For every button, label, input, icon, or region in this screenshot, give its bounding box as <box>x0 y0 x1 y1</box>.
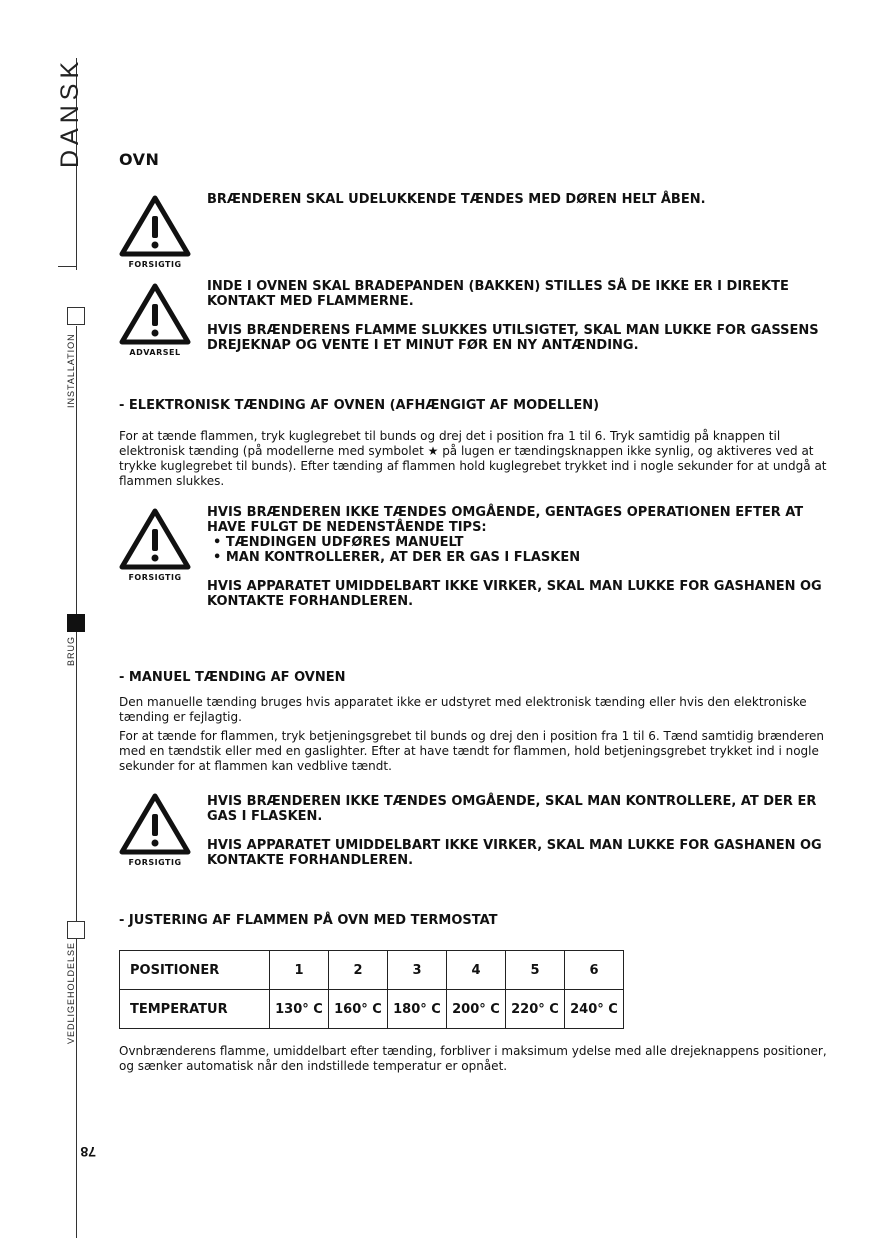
position-cell: 5 <box>506 951 565 990</box>
warning-text <box>207 192 827 207</box>
warning-label: FORSIGTIG <box>128 260 182 269</box>
section-marker-vedligeholdelse <box>67 921 85 939</box>
row-header-temperature: TEMPERATUR <box>120 990 270 1029</box>
position-cell: 1 <box>270 951 329 990</box>
position-cell: 3 <box>388 951 447 990</box>
warning-bullet: • TÆNDINGEN UDFØRES MANUELT <box>213 535 464 550</box>
warning-sign <box>119 507 191 582</box>
warning-label: FORSIGTIG <box>128 858 182 867</box>
warning-paragraph: HVIS APPARATET UMIDDELBART IKKE VIRKER, SKAL MAN LUKKE FOR GASHANEN OG KONTAKTE FORHANDLEREN. <box>207 838 822 868</box>
temperature-cell: 160° C <box>329 990 388 1029</box>
body-paragraph: For at tænde flammen, tryk kuglegrebet til bunds og drej det i position fra 1 til 6. Tryk samtidig på knappen til elektronisk tænding (på modellerne med symbolet ★ på lugen er tændingsknappen ikke synlig, og aktiveres ved at trykke kuglegrebet til bunds). Efter tænding af flammen hold kuglegrebet trykket ind i nogle sekunder for at undgå at flammen slukkes. <box>119 429 827 488</box>
section-tab-brug: BRUG <box>66 635 76 666</box>
warning-sign <box>119 282 191 357</box>
row-header-positions: POSITIONER <box>120 951 270 990</box>
warning-triangle-icon <box>119 792 191 856</box>
body-paragraph: For at tænde for flammen, tryk betjeningsgrebet til bunds og drej den i position fra 1 til 6. Tænd samtidig brænderen med en tændstik eller med en gaslighter. Efter at have tændt for flammen, hold betjeningsgrebet trykket ind i nogle sekunder for at flammen kan vedblive tændt. <box>119 729 824 773</box>
warning-text <box>207 279 827 353</box>
warning-paragraph: HVIS BRÆNDEREN IKKE TÆNDES OMGÅENDE, GENTAGES OPERATIONEN EFTER AT HAVE FULGT DE NEDENSTÅENDE TIPS: <box>207 505 804 535</box>
section-heading-thermostat: - JUSTERING AF FLAMMEN PÅ OVN MED TERMOSTAT <box>119 913 498 928</box>
temperature-table <box>119 950 624 1029</box>
warning-paragraph: HVIS APPARATET UMIDDELBART IKKE VIRKER, SKAL MAN LUKKE FOR GASHANEN OG KONTAKTE FORHANDLEREN. <box>207 579 822 609</box>
warning-text <box>207 505 827 609</box>
warning-paragraph: INDE I OVNEN SKAL BRADEPANDEN (BAKKEN) STILLES SÅ DE IKKE ER I DIREKTE KONTAKT MED FLAMMERNE. <box>207 279 789 309</box>
table-row <box>120 951 624 990</box>
warning-sign <box>119 194 191 269</box>
section-marker-brug-active <box>67 614 85 632</box>
thermostat-note <box>119 1044 829 1074</box>
temperature-cell: 130° C <box>270 990 329 1029</box>
table-row <box>120 990 624 1029</box>
section-text-manual <box>119 695 829 774</box>
body-paragraph: Ovnbrænderens flamme, umiddelbart efter tænding, forbliver i maksimum ydelse med alle drejeknappens positioner, og sænker automatisk når den indstillede temperatur er opnået. <box>119 1044 827 1073</box>
position-cell: 2 <box>329 951 388 990</box>
warning-paragraph: HVIS BRÆNDEREN IKKE TÆNDES OMGÅENDE, SKAL MAN KONTROLLERE, AT DER ER GAS I FLASKEN. <box>207 794 817 824</box>
warning-triangle-icon <box>119 507 191 571</box>
margin-rule-bottom <box>76 938 77 1238</box>
position-cell: 4 <box>447 951 506 990</box>
section-heading-electronic: - ELEKTRONISK TÆNDING AF OVNEN (AFHÆNGIGT AF MODELLEN) <box>119 398 600 413</box>
page-title: OVN <box>119 150 160 169</box>
warning-sign <box>119 792 191 867</box>
temperature-cell: 240° C <box>565 990 624 1029</box>
warning-label: FORSIGTIG <box>128 573 182 582</box>
warning-triangle-icon <box>119 194 191 258</box>
page-number: 78 <box>80 1144 96 1160</box>
body-paragraph: Den manuelle tænding bruges hvis apparatet ikke er udstyret med elektronisk tænding eller hvis den elektroniske tænding er fejlagtig. <box>119 695 807 724</box>
warning-text <box>207 794 827 868</box>
warning-label: ADVARSEL <box>129 348 181 357</box>
section-heading-manual: - MANUEL TÆNDING AF OVNEN <box>119 670 346 685</box>
section-marker-installation <box>67 307 85 325</box>
language-label: DANSK <box>56 56 84 168</box>
position-cell: 6 <box>565 951 624 990</box>
margin-rule-installation <box>76 326 77 616</box>
warning-triangle-icon <box>119 282 191 346</box>
warning-bullet: • MAN KONTROLLERER, AT DER ER GAS I FLASKEN <box>213 550 581 565</box>
section-text-electronic <box>119 429 829 489</box>
warning-paragraph: HVIS BRÆNDERENS FLAMME SLUKKES UTILSIGTET, SKAL MAN LUKKE FOR GASSENS DREJEKNAP OG VENTE I ET MINUT FØR EN NY ANTÆNDING. <box>207 323 819 353</box>
margin-rule-brug <box>76 632 77 922</box>
margin-rule-tick <box>58 266 77 267</box>
section-tab-vedligeholdelse: VEDLIGEHOLDELSE <box>66 941 76 1044</box>
temperature-cell: 220° C <box>506 990 565 1029</box>
section-tab-installation: INSTALLATION <box>66 333 76 408</box>
temperature-cell: 200° C <box>447 990 506 1029</box>
warning-paragraph: BRÆNDEREN SKAL UDELUKKENDE TÆNDES MED DØREN HELT ÅBEN. <box>207 192 706 207</box>
temperature-cell: 180° C <box>388 990 447 1029</box>
